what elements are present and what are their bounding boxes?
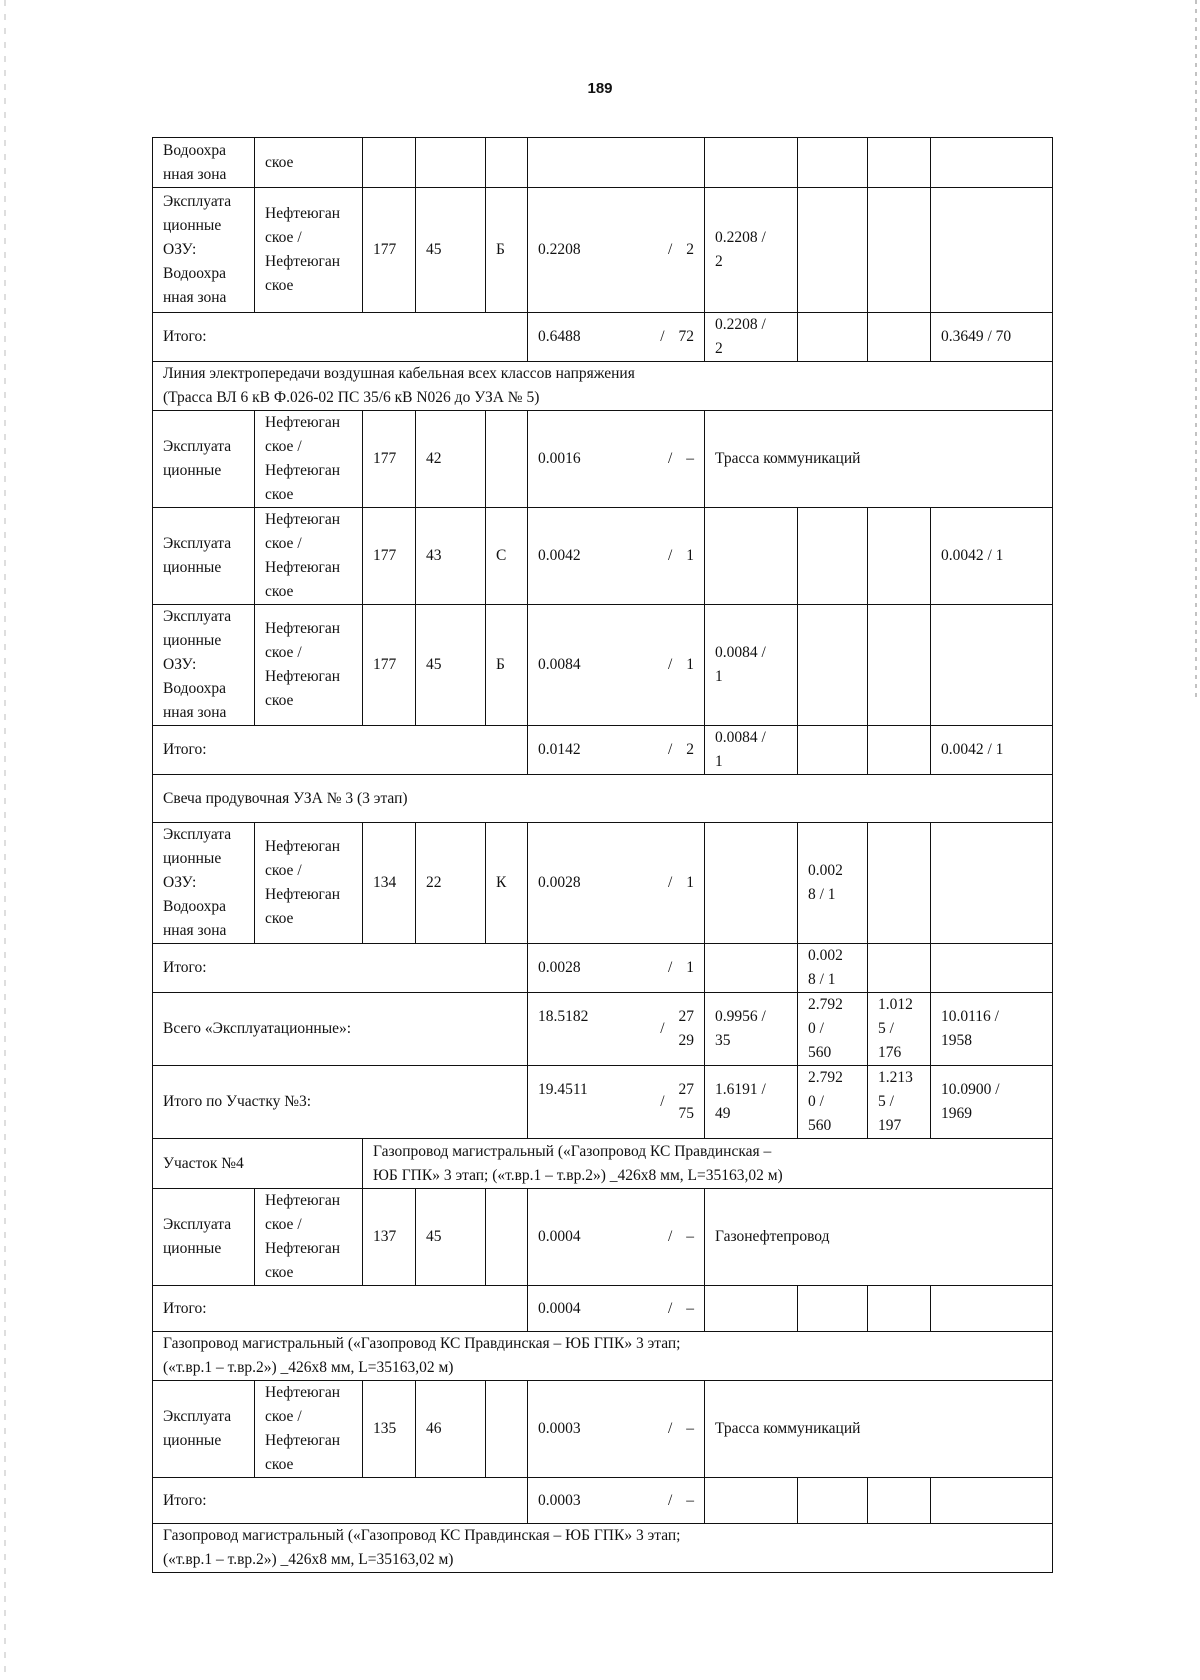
area-cell: [528, 823, 705, 944]
area-cell: [528, 188, 705, 313]
area-cell: [528, 1189, 705, 1286]
col8-cell: [798, 1478, 868, 1524]
col10-cell: [931, 605, 1053, 726]
count-value: 72: [678, 328, 694, 345]
total-area-cell: [528, 1286, 705, 1332]
index-cell: [486, 1381, 528, 1478]
slash-separator: /: [660, 328, 665, 345]
table-row: [153, 362, 1053, 411]
category-cell: Эксплуата ционные ОЗУ: Водоохра нная зона: [153, 823, 255, 944]
allotment-cell: 45: [416, 605, 486, 726]
col10-cell: 10.0116 / 1958: [931, 993, 1053, 1066]
allotment-cell: 45: [416, 188, 486, 313]
table-row: [153, 411, 1053, 508]
page-number: 189: [587, 80, 613, 97]
category-cell: Эксплуата ционные ОЗУ: Водоохра нная зона: [153, 188, 255, 313]
area-value: 0.0084: [538, 656, 581, 673]
total-label-cell: Итого:: [153, 944, 528, 993]
count-value: 1: [686, 959, 694, 976]
quarter-cell: 135: [363, 1381, 416, 1478]
quarter-cell: [363, 138, 416, 188]
total-area-cell: [528, 1066, 705, 1139]
col7-cell: [705, 823, 798, 944]
slash-separator: /: [667, 450, 673, 467]
municipality-cell: Нефтеюган ское / Нефтеюган ское: [255, 1189, 363, 1286]
index-cell: [486, 411, 528, 508]
col7-cell: [705, 1478, 798, 1524]
area-value: 0.0004: [538, 1299, 581, 1317]
total-label-cell: Итого по Участку №3:: [153, 1066, 528, 1139]
allotment-cell: [416, 138, 486, 188]
count-value: 2: [686, 741, 694, 758]
slash-separator: /: [667, 874, 673, 891]
total-area-cell: [528, 944, 705, 993]
purpose-cell: Трасса коммуникаций: [705, 411, 1053, 508]
slash-separator: /: [667, 959, 673, 976]
total-label-cell: Итого:: [153, 726, 528, 775]
area-cell: [528, 411, 705, 508]
count-value: 27 75: [678, 1081, 694, 1122]
scan-edge-left: [4, 0, 6, 1680]
area-cell: [528, 1381, 705, 1478]
count-value: –: [686, 1299, 694, 1317]
table-row: [153, 1478, 1053, 1524]
allotment-cell: 42: [416, 411, 486, 508]
table-row: [153, 1332, 1053, 1381]
category-cell: Эксплуата ционные: [153, 411, 255, 508]
slash-separator: /: [667, 547, 673, 564]
quarter-cell: 134: [363, 823, 416, 944]
table-row: [153, 1139, 1053, 1189]
slash-separator: /: [660, 1093, 665, 1110]
quarter-cell: 177: [363, 411, 416, 508]
col7-cell: [705, 944, 798, 993]
section-title-cell: Свеча продувочная УЗА № 3 (3 этап): [153, 775, 1053, 823]
col8-cell: [798, 1286, 868, 1332]
total-label-cell: Итого:: [153, 313, 528, 362]
municipality-cell: Нефтеюган ское / Нефтеюган ское: [255, 605, 363, 726]
total-area-cell: [528, 1478, 705, 1524]
category-cell: Эксплуата ционные: [153, 1381, 255, 1478]
municipality-cell: ское: [255, 138, 363, 188]
col9-cell: [868, 1478, 931, 1524]
category-cell: Водоохра нная зона: [153, 138, 255, 188]
slash-separator: /: [667, 241, 673, 258]
area-cell: [528, 605, 705, 726]
col9-cell: 1.213 5 / 197: [868, 1066, 931, 1139]
municipality-cell: Нефтеюган ское / Нефтеюган ское: [255, 823, 363, 944]
table-row: [153, 138, 1053, 188]
table-row: [153, 188, 1053, 313]
municipality-cell: Нефтеюган ское / Нефтеюган ское: [255, 508, 363, 605]
col7-cell: [705, 508, 798, 605]
table-row: [153, 605, 1053, 726]
purpose-cell: Газонефтепровод: [705, 1189, 1053, 1286]
area-value: 0.0003: [538, 1491, 581, 1509]
table-row: [153, 1524, 1053, 1573]
col8-cell: 2.792 0 / 560: [798, 1066, 868, 1139]
col8-cell: 2.792 0 / 560: [798, 993, 868, 1066]
total-area-cell: [528, 313, 705, 362]
col10-cell: 0.0042 / 1: [931, 726, 1053, 775]
count-value: –: [686, 1420, 694, 1437]
col7-cell: 0.2208 / 2: [705, 313, 798, 362]
count-value: –: [686, 1491, 694, 1509]
index-cell: Б: [486, 188, 528, 313]
col7-cell: [705, 1286, 798, 1332]
col8-cell: [798, 508, 868, 605]
col10-cell: 10.0900 / 1969: [931, 1066, 1053, 1139]
category-cell: Эксплуата ционные ОЗУ: Водоохра нная зона: [153, 605, 255, 726]
col7-cell: 0.0084 / 1: [705, 605, 798, 726]
allotment-cell: 45: [416, 1189, 486, 1286]
col10-cell: [931, 823, 1053, 944]
area-value: 0.0016: [538, 450, 581, 467]
table-row: [153, 508, 1053, 605]
purpose-cell: Трасса коммуникаций: [705, 1381, 1053, 1478]
col9-cell: [868, 138, 931, 188]
col9-cell: [868, 188, 931, 313]
table-row: [153, 944, 1053, 993]
count-value: 1: [686, 656, 694, 673]
total-area-cell: [528, 993, 705, 1066]
quarter-cell: 177: [363, 188, 416, 313]
col9-cell: [868, 944, 931, 993]
col9-cell: [868, 508, 931, 605]
col10-cell: 0.0042 / 1: [931, 508, 1053, 605]
section-title-cell: Газопровод магистральный («Газопровод КС Правдинская – ЮБ ГПК» 3 этап; («т.вр.1 – т.вр.2») _426х8 мм, L=35163,02 м): [153, 1524, 1053, 1573]
land-plots-table: [152, 137, 1053, 1573]
area-value: 19.4511: [538, 1081, 588, 1098]
slash-separator: /: [667, 1491, 673, 1509]
category-cell: Эксплуата ционные: [153, 1189, 255, 1286]
table-row: [153, 313, 1053, 362]
index-cell: Б: [486, 605, 528, 726]
col8-cell: 0.002 8 / 1: [798, 944, 868, 993]
quarter-cell: 177: [363, 508, 416, 605]
col10-cell: [931, 138, 1053, 188]
index-cell: К: [486, 823, 528, 944]
total-label-cell: Итого:: [153, 1478, 528, 1524]
total-area-cell: [528, 726, 705, 775]
municipality-cell: Нефтеюган ское / Нефтеюган ское: [255, 1381, 363, 1478]
col7-cell: 0.9956 / 35: [705, 993, 798, 1066]
total-label-cell: Итого:: [153, 1286, 528, 1332]
section-label-cell: Участок №4: [153, 1139, 363, 1189]
area-value: 0.0042: [538, 547, 581, 564]
slash-separator: /: [660, 1020, 665, 1037]
table-row: [153, 775, 1053, 823]
col9-cell: [868, 1286, 931, 1332]
table-row: [153, 823, 1053, 944]
col10-cell: 0.3649 / 70: [931, 313, 1053, 362]
municipality-cell: Нефтеюган ское / Нефтеюган ское: [255, 411, 363, 508]
total-label-cell: Всего «Эксплуатационные»:: [153, 993, 528, 1066]
allotment-cell: 46: [416, 1381, 486, 1478]
area-value: 0.2208: [538, 241, 581, 258]
area-value: 0.0004: [538, 1228, 581, 1245]
count-value: –: [686, 1228, 694, 1245]
col9-cell: [868, 313, 931, 362]
slash-separator: /: [667, 741, 673, 758]
scan-edge-right: [1195, 0, 1197, 700]
municipality-cell: Нефтеюган ское / Нефтеюган ское: [255, 188, 363, 313]
table-row: [153, 1066, 1053, 1139]
table-row: [153, 1381, 1053, 1478]
index-cell: С: [486, 508, 528, 605]
col8-cell: 0.002 8 / 1: [798, 823, 868, 944]
count-value: –: [686, 450, 694, 467]
col10-cell: [931, 188, 1053, 313]
slash-separator: /: [667, 1420, 673, 1437]
col7-cell: 0.0084 / 1: [705, 726, 798, 775]
slash-separator: /: [667, 1299, 673, 1317]
count-value: 1: [686, 547, 694, 564]
allotment-cell: 43: [416, 508, 486, 605]
category-cell: Эксплуата ционные: [153, 508, 255, 605]
index-cell: [486, 1189, 528, 1286]
col9-cell: [868, 726, 931, 775]
count-value: 2: [686, 241, 694, 258]
area-value: 0.0003: [538, 1420, 581, 1437]
area-cell: [528, 508, 705, 605]
col9-cell: 1.012 5 / 176: [868, 993, 931, 1066]
table-row: [153, 726, 1053, 775]
table-row: [153, 1189, 1053, 1286]
col9-cell: [868, 823, 931, 944]
area-value: 0.0028: [538, 874, 581, 891]
section-title-cell: Линия электропередачи воздушная кабельная всех классов напряжения (Трасса ВЛ 6 кВ Ф.026-02 ПС 35/6 кВ N026 до УЗА № 5): [153, 362, 1053, 411]
col10-cell: [931, 1478, 1053, 1524]
index-cell: [486, 138, 528, 188]
area-value: 0.6488: [538, 328, 581, 345]
table-row: [153, 1286, 1053, 1332]
quarter-cell: 177: [363, 605, 416, 726]
slash-separator: /: [667, 1228, 673, 1245]
slash-separator: /: [667, 656, 673, 673]
allotment-cell: 22: [416, 823, 486, 944]
col8-cell: [798, 313, 868, 362]
table-row: [153, 993, 1053, 1066]
col10-cell: [931, 1286, 1053, 1332]
col10-cell: [931, 944, 1053, 993]
col8-cell: [798, 726, 868, 775]
area-value: 0.0028: [538, 959, 581, 976]
area-value: 18.5182: [538, 1008, 589, 1025]
area-cell: [528, 138, 705, 188]
col8-cell: [798, 188, 868, 313]
col7-cell: 0.2208 / 2: [705, 188, 798, 313]
col8-cell: [798, 138, 868, 188]
count-value: 27 29: [678, 1008, 694, 1049]
col9-cell: [868, 605, 931, 726]
col8-cell: [798, 605, 868, 726]
quarter-cell: 137: [363, 1189, 416, 1286]
area-value: 0.0142: [538, 741, 581, 758]
col7-cell: [705, 138, 798, 188]
count-value: 1: [686, 874, 694, 891]
col7-cell: 1.6191 / 49: [705, 1066, 798, 1139]
section-title-cell: Газопровод магистральный («Газопровод КС Правдинская – ЮБ ГПК» 3 этап; («т.вр.1 – т.вр.2») _426х8 мм, L=35163,02 м): [363, 1139, 1053, 1189]
section-title-cell: Газопровод магистральный («Газопровод КС Правдинская – ЮБ ГПК» 3 этап; («т.вр.1 – т.вр.2») _426х8 мм, L=35163,02 м): [153, 1332, 1053, 1381]
